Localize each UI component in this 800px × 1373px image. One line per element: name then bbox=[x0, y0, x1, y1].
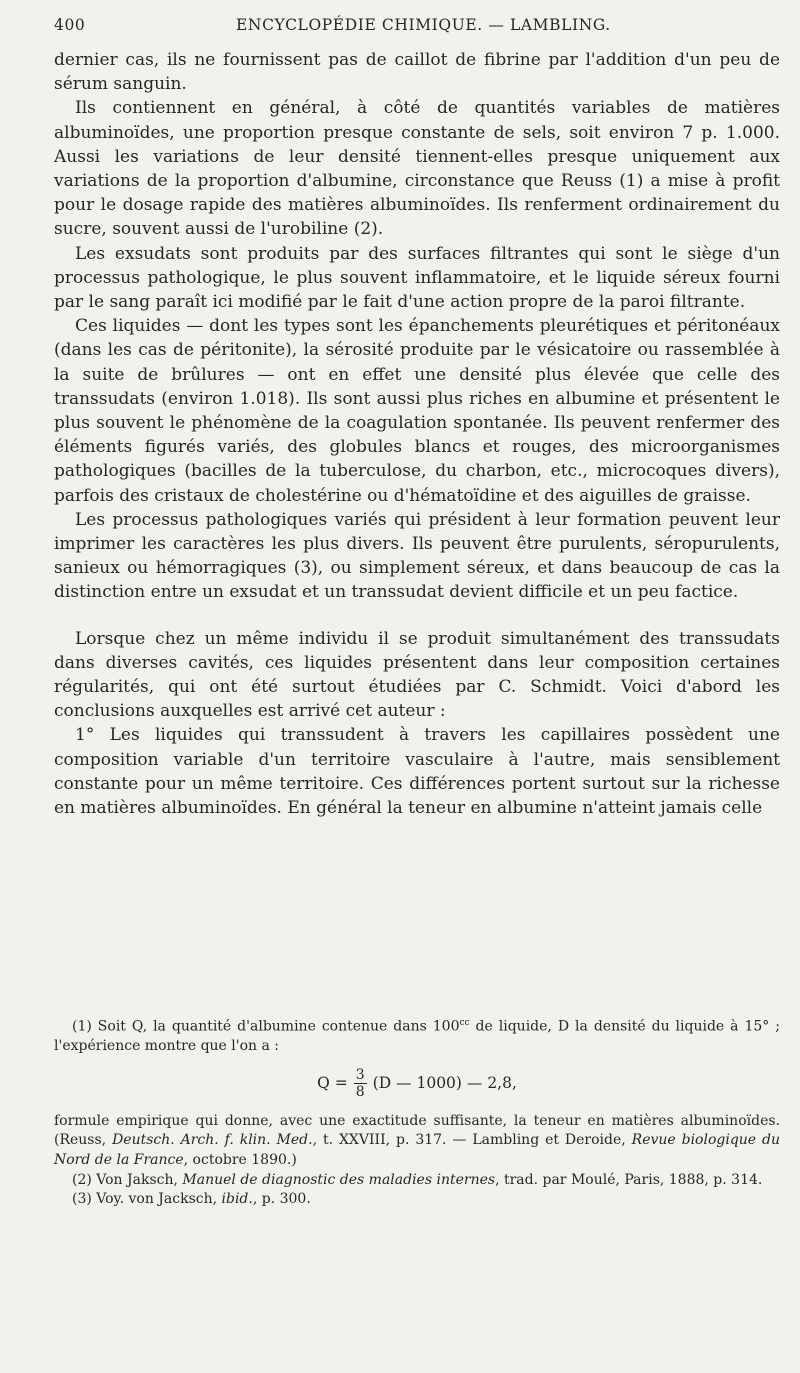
footnote-text: , t. XXVIII, p. 317. — Lambling et Deroide, bbox=[312, 1132, 632, 1149]
formula-left: Q = bbox=[317, 1073, 348, 1092]
formula-right: (D — 1000) — 2,8, bbox=[372, 1073, 517, 1092]
paragraph: 1° Les liquides qui transsudent à travers les capillaires possèdent une composition variable d'un territoire vasculaire à l'autre, mais sensiblement constante pour un même territoire. Ces différences portent surtout sur la richesse en matières albuminoïdes. En général la teneur en albumine n'atteint jamais celle bbox=[54, 725, 780, 819]
citation-title: Deutsch. Arch. f. klin. Med. bbox=[112, 1132, 313, 1149]
book-page bbox=[54, 16, 780, 820]
paragraph: Ils contiennent en général, à côté de quantités variables de matières albuminoïdes, une proportion presque constante de sels, soit environ 7 p. 1.000. Aussi les variations de leur densité tiennent-elles presque uniquement aux variations de la proportion d'albumine, circonstance que Reuss (1) a mise à profit pour le dosage rapide des matières albuminoïdes. Ils renferment ordinairement du sucre, souvent aussi de l'urobiline (2). bbox=[54, 98, 780, 240]
citation-title: Revue biologique du Nord de la France bbox=[54, 1132, 780, 1169]
paragraph: Lorsque chez un même individu il se produit simultanément des transsudats dans diverses cavités, ces liquides présentent dans leur composition certaines régularités, qui ont été surtout étudiées par C. Schmidt. Voici d'abord les conclusions auxquelles est arrivé cet auteur : bbox=[54, 628, 780, 722]
footnote-1-continued bbox=[54, 1112, 780, 1171]
footnote-text: (2) Von Jaksch, bbox=[72, 1171, 183, 1188]
citation-title: ibid. bbox=[221, 1191, 253, 1208]
running-title: ENCYCLOPÉDIE CHIMIQUE. — LAMBLING. bbox=[236, 16, 611, 34]
running-header bbox=[54, 16, 780, 42]
citation-title: Manuel de diagnostic des maladies internes bbox=[182, 1171, 496, 1188]
body-text bbox=[54, 48, 780, 820]
footnote-text: , octobre 1890.) bbox=[183, 1152, 297, 1169]
paragraph: dernier cas, ils ne fournissent pas de caillot de fibrine par l'addition d'un peu de sérum sanguin. bbox=[54, 50, 780, 95]
footnote-3 bbox=[54, 1190, 780, 1210]
fraction-denominator: 8 bbox=[355, 1083, 365, 1100]
footnote-text: , p. 300. bbox=[252, 1191, 311, 1208]
footnote-1 bbox=[54, 1014, 780, 1057]
superscript: cc bbox=[459, 1018, 470, 1028]
footnote-text: , trad. par Moulé, Paris, 1888, p. 314. bbox=[495, 1171, 763, 1188]
page-number: 400 bbox=[54, 16, 86, 34]
formula bbox=[54, 1067, 780, 1100]
footnote-2 bbox=[54, 1171, 780, 1191]
footnote-text: de liquide, D la densité du liquide à 15° ; l'expérience montre que l'on a : bbox=[54, 1018, 780, 1055]
fraction bbox=[354, 1067, 367, 1100]
footnote-text: (1) Soit Q, la quantité d'albumine contenue dans 100 bbox=[72, 1018, 460, 1035]
paragraph: Les exsudats sont produits par des surfaces filtrantes qui sont le siège d'un processus pathologique, le plus souvent inflammatoire, et le liquide séreux fourni par le sang paraît ici modifié par le fait d'une action propre de la paroi filtrante. bbox=[54, 243, 780, 313]
footnote-text: formule empirique qui donne, avec une exactitude suffisante, la teneur en matières albuminoïdes. (Reuss, bbox=[54, 1112, 780, 1149]
footnotes bbox=[54, 1014, 780, 1210]
paragraph: Les processus pathologiques variés qui président à leur formation peuvent leur imprimer les caractères les plus divers. Ils peuvent être purulents, séropurulents, sanieux ou hémorragiques (3), ou simplement séreux, et dans beaucoup de cas la distinction entre un exsudat et un transsudat devient difficile et un peu factice. bbox=[54, 509, 780, 603]
paragraph: Ces liquides — dont les types sont les épanchements pleurétiques et péritonéaux (dans les cas de péritonite), la sérosité produite par le vésicatoire ou rassemblée à la suite de brûlures — ont en effet une densité plus élevée que celle des transsudats (environ 1.018). Ils sont aussi plus riches en albumine et présentent le plus souvent le phénomène de la coagulation spontanée. Ils peuvent renfermer des éléments figurés variés, des globules blancs et rouges, des microorganismes pathologiques (bacilles de la tuberculose, du charbon, etc., microcoques divers), parfois des cristaux de cholestérine ou d'hématoïdine et des aiguilles de graisse. bbox=[54, 316, 780, 506]
footnote-text: (3) Voy. von Jacksch, bbox=[72, 1191, 222, 1208]
fraction-numerator: 3 bbox=[355, 1066, 365, 1083]
